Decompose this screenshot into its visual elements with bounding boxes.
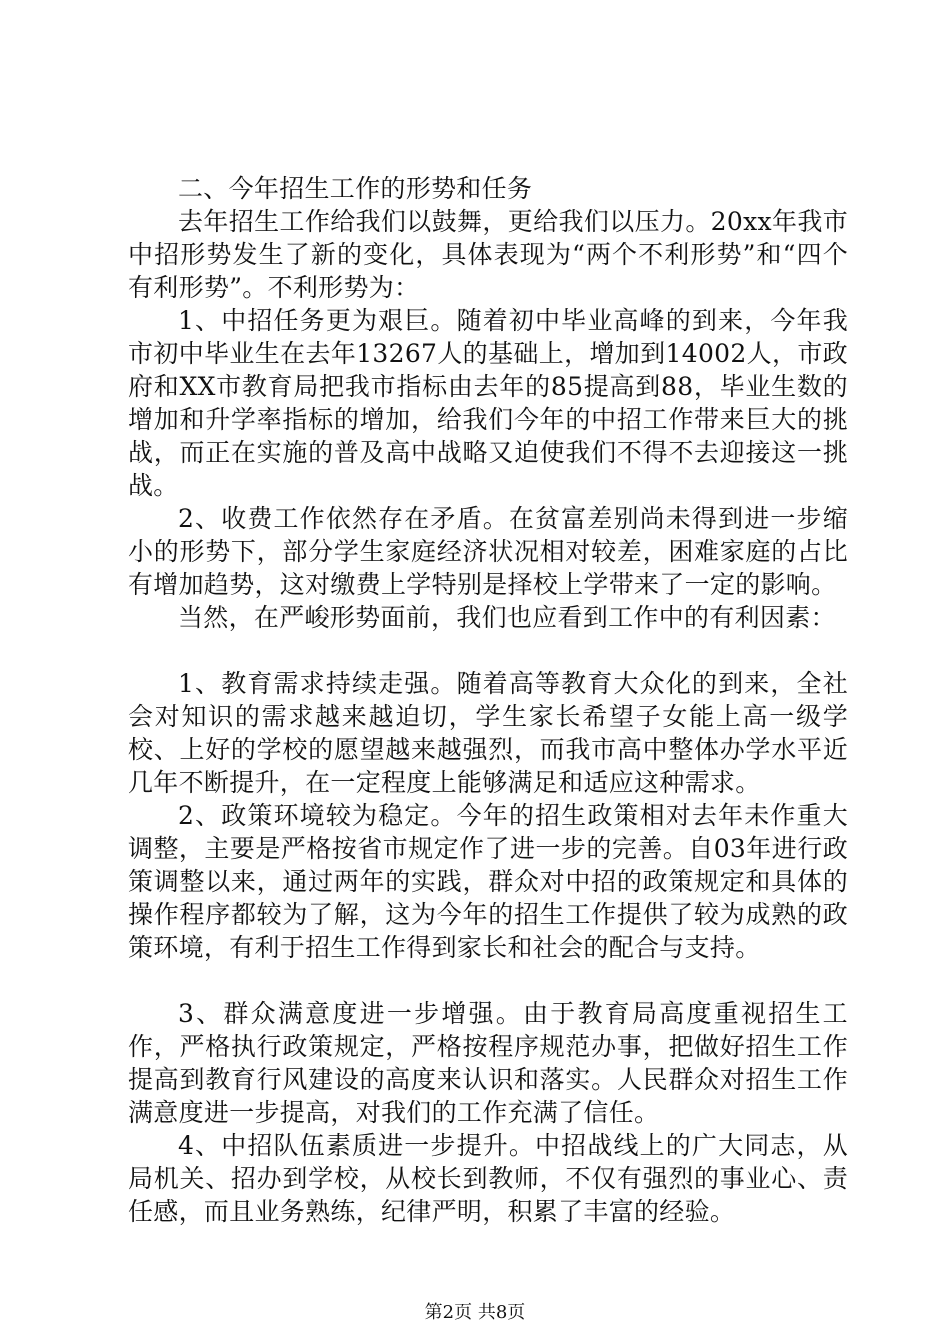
intro-paragraph: 去年招生工作给我们以鼓舞，更给我们以压力。20xx年我市中招形势发生了新的变化，具体表现为“两个不利形势”和“四个有利形势”。不利形势为： [128, 207, 848, 302]
page-footer: 第2页 共8页 [424, 1302, 526, 1323]
unfavorable-item-2: 2、收费工作依然存在矛盾。在贫富差别尚未得到进一步缩小的形势下，部分学生家庭经济状况相对较差，困难家庭的占比有增加趋势，这对缴费上学特别是择校上学带来了一定的影响。 [128, 504, 848, 599]
favorable-item-4: 4、中招队伍素质进一步提升。中招战线上的广大同志，从局机关、招办到学校，从校长到教师，不仅有强烈的事业心、责任感，而且业务熟练，纪律严明，积累了丰富的经验。 [128, 1131, 848, 1226]
document-body [128, 172, 848, 1228]
spacer [128, 634, 848, 667]
unfavorable-item-1: 1、中招任务更为艰巨。随着初中毕业高峰的到来，今年我市初中毕业生在去年13267人的基础上，增加到14002人，市政府和XX市教育局把我市指标由去年的85提高到88，毕业生数的增加和升学率指标的增加，给我们今年的中招工作带来巨大的挑战，而正在实施的普及高中战略又迫使我们不得不去迎接这一挑战。 [128, 306, 848, 500]
favorable-item-2: 2、政策环境较为稳定。今年的招生政策相对去年未作重大调整，主要是严格按省市规定作了进一步的完善。自03年进行政策调整以来，通过两年的实践，群众对中招的政策规定和具体的操作程序都较为了解，这为今年的招生工作提供了较为成熟的政策环境，有利于招生工作得到家长和社会的配合与支持。 [128, 801, 848, 962]
favorable-item-3: 3、群众满意度进一步增强。由于教育局高度重视招生工作，严格执行政策规定，严格按程序规范办事，把做好招生工作提高到教育行风建设的高度来认识和落实。人民群众对招生工作满意度进一步提高，对我们的工作充满了信任。 [128, 999, 848, 1127]
spacer [128, 964, 848, 997]
favorable-item-1: 1、教育需求持续走强。随着高等教育大众化的到来，全社会对知识的需求越来越迫切，学生家长希望子女能上高一级学校、上好的学校的愿望越来越强烈，而我市高中整体办学水平近几年不断提升，在一定程度上能够满足和适应这种需求。 [128, 669, 848, 797]
favorable-intro: 当然，在严峻形势面前，我们也应看到工作中的有利因素： [178, 603, 836, 632]
section-heading: 二、今年招生工作的形势和任务 [178, 174, 533, 203]
